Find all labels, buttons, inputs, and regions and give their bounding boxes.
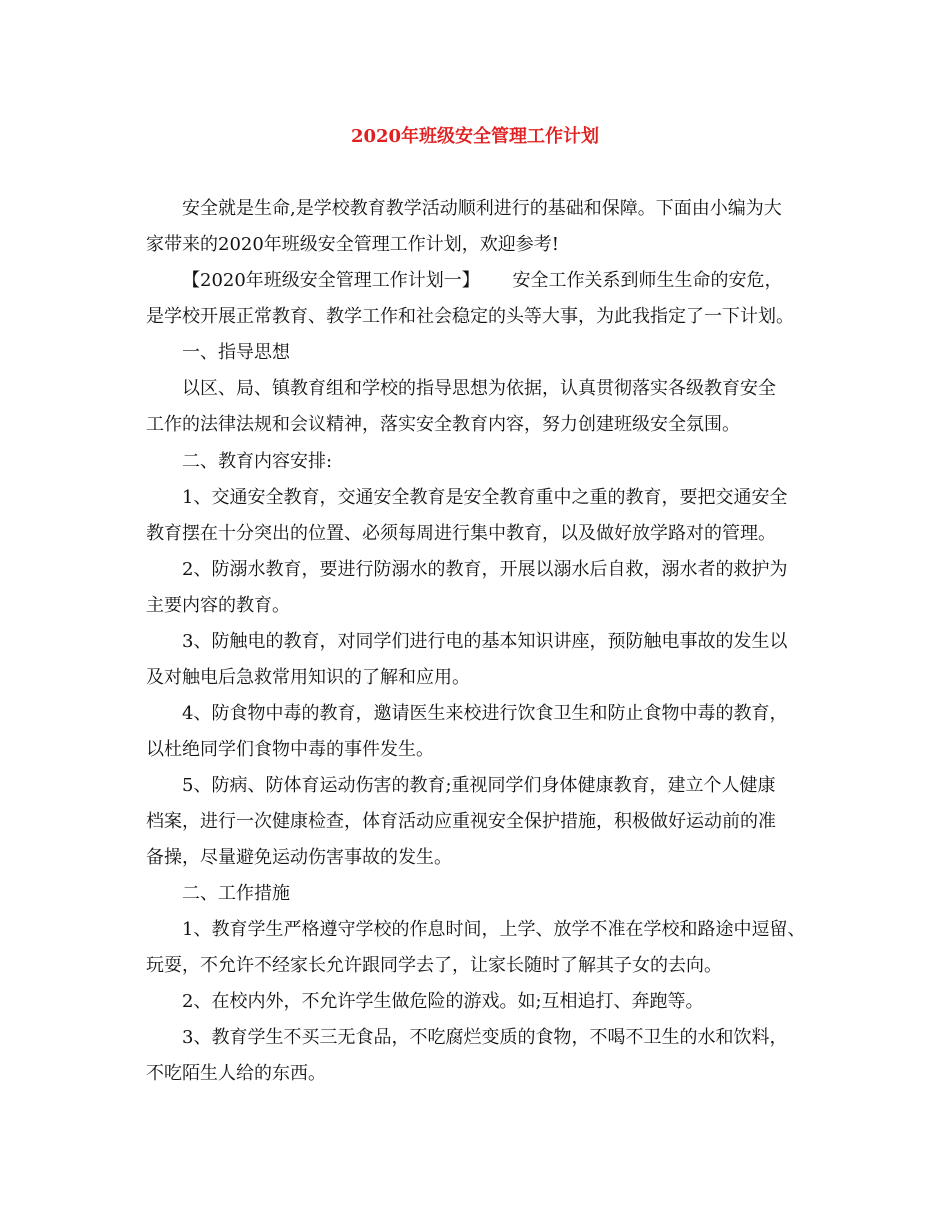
- paragraph-line: 家带来的2020年班级安全管理工作计划，欢迎参考!: [146, 234, 560, 255]
- paragraph-line: 档案，进行一次健康检查，体育活动应重视安全保护措施，积极做好运动前的准: [146, 811, 776, 832]
- document-title: 2020年班级安全管理工作计划: [350, 126, 600, 147]
- paragraph-line: 3、防触电的教育，对同学们进行电的基本知识讲座，预防触电事故的发生以: [182, 631, 788, 652]
- paragraph-line: 以区、局、镇教育组和学校的指导思想为依据，认真贯彻落实各级教育安全: [182, 378, 776, 399]
- paragraph-line: 不吃陌生人给的东西。: [146, 1063, 326, 1084]
- paragraph-line: 教育摆在十分突出的位置、必须每周进行集中教育，以及做好放学路对的管理。: [146, 523, 776, 544]
- paragraph-line: 及对触电后急救常用知识的了解和应用。: [146, 667, 470, 688]
- paragraph-line: 玩耍，不允许不经家长允许跟同学去了，让家长随时了解其子女的去向。: [146, 955, 722, 976]
- section-heading: 二、工作措施: [182, 883, 290, 904]
- paragraph-line: 4、防食物中毒的教育，邀请医生来校进行饮食卫生和防止食物中毒的教育，: [182, 703, 788, 724]
- paragraph-line: 2、在校内外，不允许学生做危险的游戏。如;互相追打、奔跑等。: [182, 991, 704, 1012]
- section-heading: 一、指导思想: [182, 342, 290, 363]
- paragraph-line: 1、交通安全教育，交通安全教育是安全教育重中之重的教育，要把交通安全: [182, 487, 788, 508]
- paragraph-line: 1、教育学生严格遵守学校的作息时间，上学、放学不准在学校和路途中逗留、: [182, 919, 806, 940]
- paragraph-line: 备操，尽量避免运动伤害事故的发生。: [146, 847, 452, 868]
- section-heading: 二、教育内容安排:: [182, 451, 333, 472]
- paragraph-line: 是学校开展正常教育、教学工作和社会稳定的头等大事，为此我指定了一下计划。: [146, 306, 794, 327]
- paragraph-line: 3、教育学生不买三无食品，不吃腐烂变质的食物，不喝不卫生的水和饮料，: [182, 1027, 788, 1048]
- paragraph-line: 【2020年班级安全管理工作计划一】 安全工作关系到师生生命的安危，: [182, 270, 783, 291]
- paragraph-line: 以杜绝同学们食物中毒的事件发生。: [146, 739, 434, 760]
- paragraph-line: 5、防病、防体育运动伤害的教育;重视同学们身体健康教育，建立个人健康: [182, 775, 776, 796]
- paragraph-line: 2、防溺水教育，要进行防溺水的教育，开展以溺水后自救，溺水者的救护为: [182, 559, 788, 580]
- paragraph-line: 安全就是生命,是学校教育教学活动顺利进行的基础和保障。下面由小编为大: [182, 198, 782, 219]
- paragraph-line: 工作的法律法规和会议精神，落实安全教育内容，努力创建班级安全氛围。: [146, 414, 740, 435]
- paragraph-line: 主要内容的教育。: [146, 595, 290, 616]
